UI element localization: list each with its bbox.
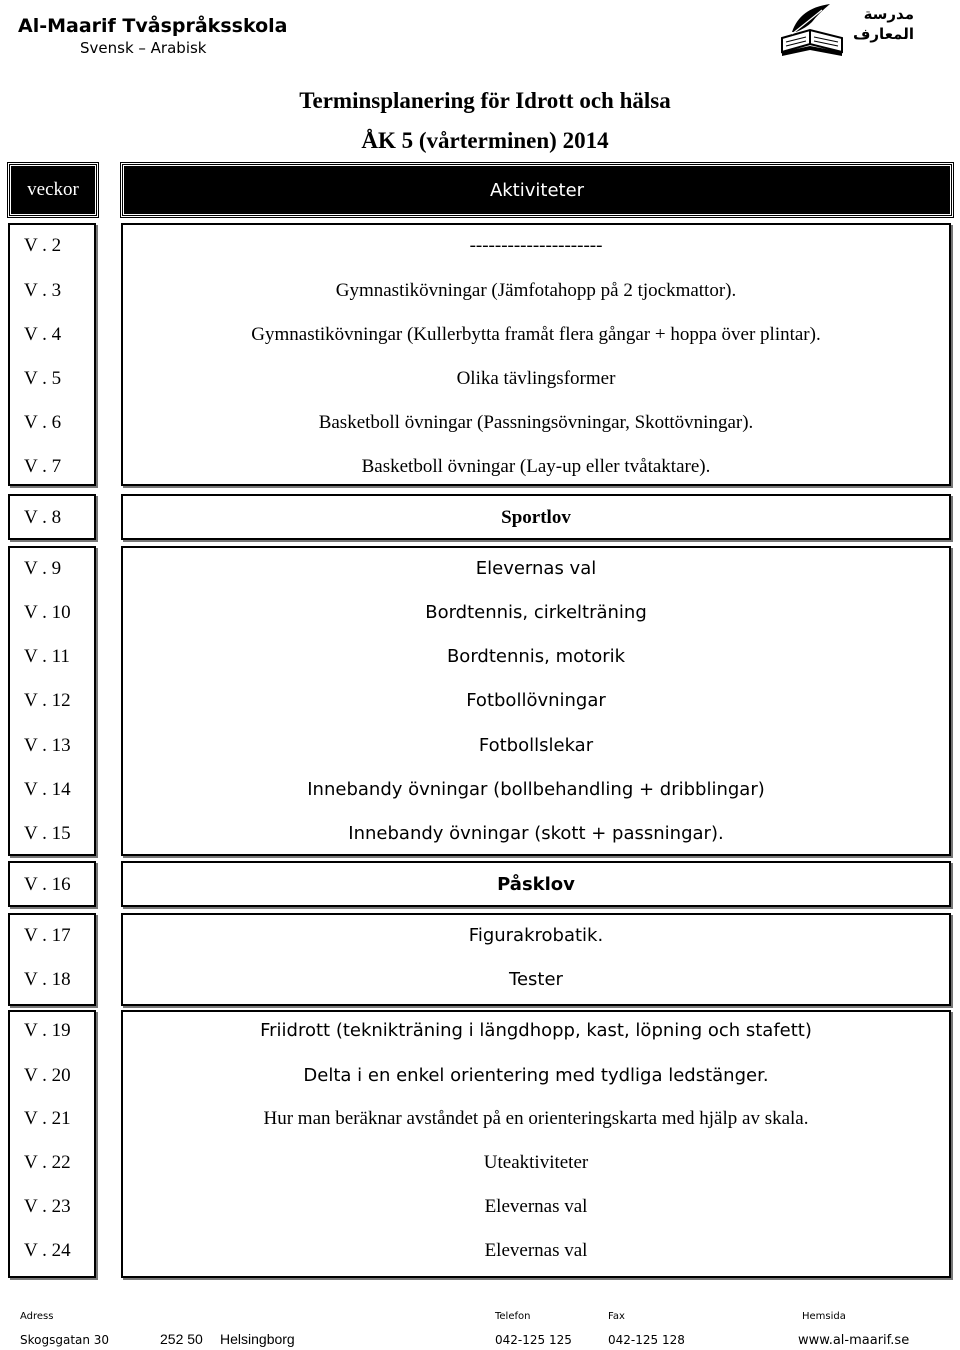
week-label: V . 10 bbox=[24, 602, 71, 623]
activity-text: Innebandy övningar (bollbehandling + dribblingar) bbox=[307, 779, 765, 800]
address-street: Skogsgatan 30 bbox=[20, 1333, 110, 1347]
phone-label: Telefon bbox=[495, 1311, 531, 1322]
address-city: Helsingborg bbox=[220, 1331, 295, 1347]
week-label: V . 8 bbox=[24, 507, 62, 528]
week-label: V . 24 bbox=[24, 1240, 71, 1261]
activity-text: Friidrott (teknikträning i längdhopp, kast, löpning och stafett) bbox=[260, 1020, 812, 1041]
week-label: V . 4 bbox=[24, 324, 62, 345]
column-header-weeks: veckor bbox=[8, 163, 98, 217]
week-label: V . 2 bbox=[24, 235, 62, 256]
activity-text: Tester bbox=[509, 969, 563, 990]
logo-text-line-1: مدرسة bbox=[863, 5, 914, 23]
phone-number: 042-125 125 bbox=[495, 1333, 572, 1347]
week-label: V . 7 bbox=[24, 456, 62, 477]
fax-number: 042-125 128 bbox=[608, 1333, 685, 1347]
logo-text-line-2: المعارف bbox=[853, 25, 914, 43]
week-label: V . 9 bbox=[24, 558, 62, 579]
activity-text: Delta i en enkel orientering med tydliga ledstänger. bbox=[303, 1065, 769, 1086]
activity-text: Elevernas val bbox=[475, 558, 597, 579]
page-subtitle: ÅK 5 (vårterminen) 2014 bbox=[361, 128, 609, 153]
activity-text: Basketboll övningar (Lay-up eller tvåtaktare). bbox=[361, 456, 711, 477]
address-postcode: 252 50 bbox=[160, 1331, 203, 1347]
book-feather-logo-icon bbox=[778, 2, 848, 60]
week-label: V . 13 bbox=[24, 735, 71, 756]
website-link[interactable]: www.al-maarif.se bbox=[798, 1333, 910, 1348]
logo-text-arabic bbox=[852, 4, 914, 44]
activity-box bbox=[121, 223, 951, 486]
school-name: Al-Maarif Tvåspråksskola bbox=[18, 15, 288, 37]
week-label: V . 6 bbox=[24, 412, 62, 433]
activity-text: Bordtennis, motorik bbox=[446, 646, 626, 667]
week-label: V . 18 bbox=[24, 969, 71, 990]
week-label: V . 11 bbox=[24, 646, 70, 667]
activity-text: Innebandy övningar (skott + passningar). bbox=[348, 823, 724, 844]
activity-text: Fotbollslekar bbox=[478, 735, 594, 756]
week-label: V . 20 bbox=[24, 1065, 71, 1086]
week-box bbox=[8, 1010, 96, 1278]
column-header-activities: Aktiviteter bbox=[121, 163, 953, 217]
page-title: Terminsplanering för Idrott och hälsa bbox=[299, 88, 671, 113]
activity-text: Hur man beräknar avståndet på en orienteringskarta med hjälp av skala. bbox=[263, 1108, 809, 1129]
week-label: V . 14 bbox=[24, 779, 71, 800]
week-label: V . 16 bbox=[24, 874, 71, 895]
week-label: V . 21 bbox=[24, 1108, 71, 1129]
activity-text: Gymnastikövningar (Jämfotahopp på 2 tjockmattor). bbox=[335, 280, 737, 301]
activity-text: --------------------- bbox=[469, 235, 603, 256]
week-label: V . 12 bbox=[24, 690, 71, 711]
activity-text: Elevernas val bbox=[484, 1196, 588, 1217]
school-subtitle: Svensk – Arabisk bbox=[80, 39, 207, 57]
week-label: V . 19 bbox=[24, 1020, 71, 1041]
activity-box bbox=[121, 1010, 951, 1278]
week-label: V . 17 bbox=[24, 925, 71, 946]
activity-text: Fotbollövningar bbox=[466, 690, 606, 711]
activity-text: Sportlov bbox=[501, 507, 571, 528]
activity-text: Gymnastikövningar (Kullerbytta framåt flera gångar + hoppa över plintar). bbox=[251, 324, 821, 345]
school-header bbox=[18, 14, 287, 58]
week-label: V . 3 bbox=[24, 280, 62, 301]
activity-text: Uteaktiviteter bbox=[483, 1152, 589, 1173]
activity-text: Olika tävlingsformer bbox=[456, 368, 616, 389]
activity-text: Basketboll övningar (Passningsövningar, Skottövningar). bbox=[318, 412, 754, 433]
address-label: Adress bbox=[20, 1311, 54, 1322]
activity-text: Figurakrobatik. bbox=[468, 925, 604, 946]
activity-text: Elevernas val bbox=[484, 1240, 588, 1261]
activity-text: Påsklov bbox=[497, 874, 575, 895]
activity-text: Bordtennis, cirkelträning bbox=[425, 602, 647, 623]
website-label: Hemsida bbox=[802, 1311, 846, 1322]
week-label: V . 5 bbox=[24, 368, 62, 389]
week-label: V . 15 bbox=[24, 823, 71, 844]
week-label: V . 23 bbox=[24, 1196, 71, 1217]
fax-label: Fax bbox=[608, 1311, 625, 1322]
week-box bbox=[8, 223, 96, 486]
week-label: V . 22 bbox=[24, 1152, 71, 1173]
